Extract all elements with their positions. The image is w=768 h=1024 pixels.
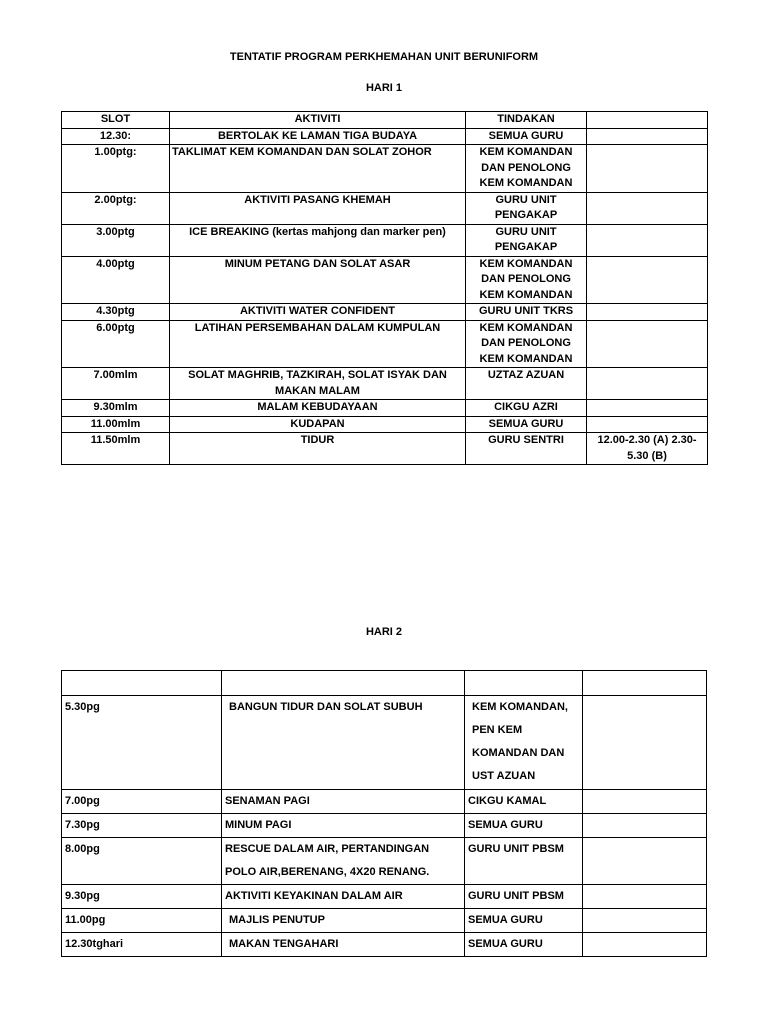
cell-note <box>583 909 707 933</box>
cell-activity: SOLAT MAGHRIB, TAZKIRAH, SOLAT ISYAK DAN MAKAN MALAM <box>170 368 466 400</box>
cell-note <box>587 256 708 304</box>
header-action: TINDAKAN <box>466 112 587 129</box>
cell-slot: 9.30mlm <box>62 400 170 417</box>
cell-note <box>583 933 707 957</box>
cell-slot: 3.00ptg <box>62 224 170 256</box>
cell-slot: 7.00mlm <box>62 368 170 400</box>
cell-slot: 12.30: <box>62 128 170 145</box>
cell-slot: 11.50mlm <box>62 433 170 465</box>
table-row <box>62 909 707 933</box>
cell-action: KEM KOMANDAN DAN PENOLONG KEM KOMANDAN <box>466 320 587 368</box>
day1-schedule-table <box>61 111 708 465</box>
cell-action: GURU UNIT PENGAKAP <box>466 192 587 224</box>
cell-note <box>587 224 708 256</box>
blank-cell <box>465 671 583 696</box>
cell-action: SEMUA GURU <box>466 416 587 433</box>
cell-action: UZTAZ AZUAN <box>466 368 587 400</box>
cell-note <box>587 128 708 145</box>
header-note <box>587 112 708 129</box>
table-row <box>62 320 708 368</box>
cell-note <box>583 696 707 790</box>
cell-activity: MAJLIS PENUTUP <box>222 909 465 933</box>
cell-note <box>583 814 707 838</box>
cell-note <box>587 320 708 368</box>
cell-action: GURU UNIT TKRS <box>466 304 587 321</box>
table-row <box>62 256 708 304</box>
table-row <box>62 368 708 400</box>
cell-slot: 5.30pg <box>62 696 222 790</box>
cell-note <box>587 192 708 224</box>
blank-cell <box>222 671 465 696</box>
cell-activity: MINUM PETANG DAN SOLAT ASAR <box>170 256 466 304</box>
cell-slot: 4.00ptg <box>62 256 170 304</box>
cell-activity: BANGUN TIDUR DAN SOLAT SUBUH <box>222 696 465 790</box>
cell-slot: 7.00pg <box>62 790 222 814</box>
cell-activity: AKTIVITI PASANG KHEMAH <box>170 192 466 224</box>
cell-activity: LATIHAN PERSEMBAHAN DALAM KUMPULAN <box>170 320 466 368</box>
cell-slot: 11.00pg <box>62 909 222 933</box>
blank-cell <box>62 671 222 696</box>
blank-cell <box>583 671 707 696</box>
day2-heading: HARI 2 <box>365 626 403 638</box>
cell-slot: 2.00ptg: <box>62 192 170 224</box>
cell-activity: AKTIVITI WATER CONFIDENT <box>170 304 466 321</box>
cell-action: GURU UNIT PENGAKAP <box>466 224 587 256</box>
table-row <box>62 128 708 145</box>
cell-note <box>583 885 707 909</box>
cell-activity: MINUM PAGI <box>222 814 465 838</box>
table-row <box>62 433 708 465</box>
cell-activity: MAKAN TENGAHARI <box>222 933 465 957</box>
table-row <box>62 696 707 790</box>
table-header-row <box>62 112 708 129</box>
cell-action: CIKGU AZRI <box>466 400 587 417</box>
cell-activity: AKTIVITI KEYAKINAN DALAM AIR <box>222 885 465 909</box>
table-row <box>62 304 708 321</box>
cell-slot: 4.30ptg <box>62 304 170 321</box>
table-row <box>62 192 708 224</box>
table-row <box>62 790 707 814</box>
table-row <box>62 885 707 909</box>
cell-activity: TIDUR <box>170 433 466 465</box>
table-row <box>62 838 707 885</box>
cell-note <box>583 838 707 885</box>
cell-slot: 7.30pg <box>62 814 222 838</box>
day2-schedule-table <box>61 670 707 957</box>
cell-note: 12.00-2.30 (A) 2.30-5.30 (B) <box>587 433 708 465</box>
table-row <box>62 145 708 193</box>
cell-activity: MALAM KEBUDAYAAN <box>170 400 466 417</box>
cell-note <box>587 304 708 321</box>
cell-slot: 1.00ptg: <box>62 145 170 193</box>
cell-action: CIKGU KAMAL <box>465 790 583 814</box>
table-row <box>62 416 708 433</box>
cell-activity: KUDAPAN <box>170 416 466 433</box>
cell-slot: 9.30pg <box>62 885 222 909</box>
cell-slot: 12.30tghari <box>62 933 222 957</box>
cell-note <box>587 145 708 193</box>
cell-action: KEM KOMANDAN DAN PENOLONG KEM KOMANDAN <box>466 145 587 193</box>
cell-activity: TAKLIMAT KEM KOMANDAN DAN SOLAT ZOHOR <box>170 145 466 193</box>
table-row <box>62 814 707 838</box>
cell-slot: 6.00ptg <box>62 320 170 368</box>
cell-action: KEM KOMANDAN, PEN KEM KOMANDAN DAN UST AZUAN <box>465 696 583 790</box>
cell-action: SEMUA GURU <box>465 814 583 838</box>
cell-slot: 11.00mlm <box>62 416 170 433</box>
table-row <box>62 224 708 256</box>
cell-note <box>587 400 708 417</box>
cell-note <box>587 368 708 400</box>
day1-heading: HARI 1 <box>365 82 403 94</box>
cell-action: GURU UNIT PBSM <box>465 838 583 885</box>
cell-activity: ICE BREAKING (kertas mahjong dan marker pen) <box>170 224 466 256</box>
cell-action: SEMUA GURU <box>465 933 583 957</box>
cell-action: SEMUA GURU <box>465 909 583 933</box>
cell-action: GURU UNIT PBSM <box>465 885 583 909</box>
cell-activity: SENAMAN PAGI <box>222 790 465 814</box>
table-row <box>62 933 707 957</box>
header-slot: SLOT <box>62 112 170 129</box>
table-row <box>62 400 708 417</box>
cell-action: GURU SENTRI <box>466 433 587 465</box>
cell-activity: RESCUE DALAM AIR, PERTANDINGAN POLO AIR,BERENANG, 4X20 RENANG. <box>222 838 465 885</box>
document-title: TENTATIF PROGRAM PERKHEMAHAN UNIT BERUNIFORM <box>229 51 539 63</box>
blank-header-row <box>62 671 707 696</box>
header-activity: AKTIVITI <box>170 112 466 129</box>
cell-action: KEM KOMANDAN DAN PENOLONG KEM KOMANDAN <box>466 256 587 304</box>
cell-activity: BERTOLAK KE LAMAN TIGA BUDAYA <box>170 128 466 145</box>
cell-action: SEMUA GURU <box>466 128 587 145</box>
cell-note <box>583 790 707 814</box>
cell-note <box>587 416 708 433</box>
cell-slot: 8.00pg <box>62 838 222 885</box>
